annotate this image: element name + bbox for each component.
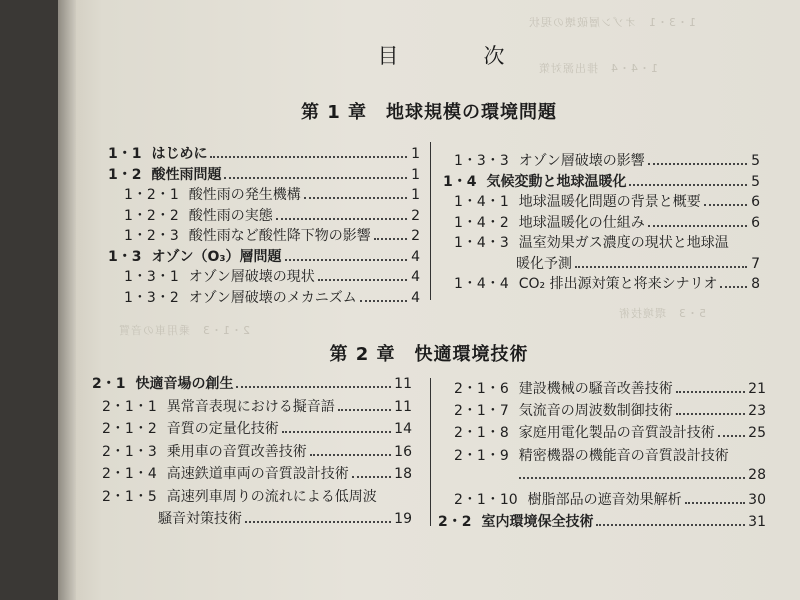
leader-dots xyxy=(245,521,391,523)
toc-entry xyxy=(438,511,766,531)
toc-entry-number: 1・2・3 xyxy=(124,228,179,244)
toc-entry-title: 建設機械の騒音改善技術 xyxy=(518,381,673,397)
toc-entry-title: 温室効果ガス濃度の現状と地球温 xyxy=(518,235,729,251)
toc-entry-number: 2・1・7 xyxy=(454,403,509,420)
toc-entry-page: 11 xyxy=(394,398,412,415)
toc-entry-title: 快適音場の創生 xyxy=(135,376,234,392)
toc-entry-page: 5 xyxy=(751,153,760,169)
leader-dots xyxy=(648,163,747,165)
toc-entry-number: 1・3・3 xyxy=(454,153,509,169)
toc-entry xyxy=(108,164,420,184)
leader-dots xyxy=(648,225,747,227)
leader-dots xyxy=(519,477,745,479)
toc-entry xyxy=(454,422,766,442)
leader-dots xyxy=(224,177,407,179)
toc-entry-number: 1・2 xyxy=(108,166,142,183)
toc-entry xyxy=(454,273,760,293)
bleed-through-text: 1・4・4 排出源対策 xyxy=(538,62,658,75)
toc-entry-page: 4 xyxy=(411,289,420,306)
toc-entry-title: 高速鉄道車両の音質設計技術 xyxy=(166,466,349,482)
toc-entry xyxy=(108,246,420,266)
leader-dots xyxy=(318,279,407,281)
toc-entry xyxy=(516,467,766,487)
leader-dots xyxy=(704,204,747,206)
chapter-1-heading: 第 1 章 地球規模の環境問題 xyxy=(300,102,558,123)
toc-entry-number: 2・1・9 xyxy=(454,447,509,464)
toc-entry-number: 1・3・1 xyxy=(124,269,179,285)
book-gutter xyxy=(58,0,76,600)
toc-entry-title: 精密機器の機能音の音質設計技術 xyxy=(518,447,729,464)
toc-entry-page: 2 xyxy=(411,207,420,224)
toc-entry-title: オゾン（O₃）層問題 xyxy=(151,248,282,265)
toc-entry-title: 酸性雨の発生機構 xyxy=(188,187,301,203)
toc-entry-number: 1・4・2 xyxy=(454,214,509,231)
toc-entry-number: 2・1・6 xyxy=(454,381,509,397)
toc-entry xyxy=(124,266,420,286)
toc-entry xyxy=(443,171,760,191)
leader-dots xyxy=(575,266,747,268)
toc-entry-title: 地球温暖化問題の背景と概要 xyxy=(518,194,701,210)
toc-entry xyxy=(124,205,420,225)
leader-dots xyxy=(596,524,745,526)
toc-entry-number: 2・1・10 xyxy=(454,492,518,508)
toc-entry-page: 16 xyxy=(394,443,412,460)
leader-dots xyxy=(676,391,745,393)
toc-entry-title: 酸性雨の実態 xyxy=(188,207,273,224)
toc-entry xyxy=(102,486,412,506)
toc-entry-title: 乗用車の音質改善技術 xyxy=(166,443,307,460)
toc-entry-number: 2・2 xyxy=(438,514,472,531)
toc-entry-number: 1・4・4 xyxy=(454,276,509,292)
toc-entry-number: 1・4 xyxy=(443,173,477,190)
leader-dots xyxy=(352,476,391,478)
toc-entry xyxy=(124,184,420,204)
toc-entry-number: 2・1・1 xyxy=(102,398,157,415)
chapter-2-heading: 第 2 章 快適環境技術 xyxy=(329,344,529,365)
toc-entry-title: オゾン層破壊のメカニズム xyxy=(188,289,357,306)
toc-entry-title: 音質の定量化技術 xyxy=(166,421,279,437)
toc-entry-number: 2・1・5 xyxy=(102,488,157,505)
toc-entry-page: 6 xyxy=(751,194,760,210)
leader-dots xyxy=(720,286,747,288)
toc-entry-title: 酸性雨など酸性降下物の影響 xyxy=(188,228,371,244)
toc-entry-number: 2・1・2 xyxy=(102,421,157,437)
toc-entry xyxy=(102,396,412,416)
leader-dots xyxy=(282,431,391,433)
leader-dots xyxy=(285,259,407,261)
leader-dots xyxy=(236,386,391,388)
toc-entry-page: 11 xyxy=(394,376,412,392)
toc-entry-number: 2・1・3 xyxy=(102,443,157,460)
toc-entry-page: 4 xyxy=(411,269,420,285)
toc-entry xyxy=(102,463,412,483)
toc-entry-number: 1・4・1 xyxy=(454,194,509,210)
toc-entry-page: 19 xyxy=(394,511,412,527)
toc-entry-number: 2・1・8 xyxy=(454,425,509,442)
toc-entry xyxy=(454,400,766,420)
toc-entry xyxy=(516,253,760,273)
toc-entry-number: 1・2・2 xyxy=(124,207,179,224)
toc-entry-title: 暖化予測 xyxy=(516,255,572,272)
toc-entry-number: 2・1・4 xyxy=(102,466,157,482)
bleed-through-text: 5・3 環境技術 xyxy=(618,307,706,320)
toc-entry-number: 1・3 xyxy=(108,248,142,265)
toc-entry-page: 31 xyxy=(748,514,766,531)
toc-entry-number: 1・3・2 xyxy=(124,289,179,306)
toc-entry-number: 1・2・1 xyxy=(124,187,179,203)
column-divider xyxy=(430,142,431,300)
bleed-through-text: 2・1・3 乗用車の音質 xyxy=(118,324,250,337)
toc-entry-title: 高速列車周りの流れによる低周波 xyxy=(166,488,377,505)
toc-entry-title: 騒音対策技術 xyxy=(158,511,242,527)
toc-entry-title: 気候変動と地球温暖化 xyxy=(486,173,627,190)
toc-entry-page: 25 xyxy=(748,425,766,442)
book-page xyxy=(58,0,800,600)
column-divider xyxy=(430,378,431,526)
leader-dots xyxy=(276,218,407,220)
toc-entry-title: 酸性雨問題 xyxy=(151,166,222,183)
toc-entry xyxy=(454,232,760,252)
toc-entry xyxy=(454,191,760,211)
toc-entry-title: 樹脂部品の遮音効果解析 xyxy=(527,492,682,508)
toc-entry-page: 4 xyxy=(411,248,420,265)
toc-entry xyxy=(102,441,412,461)
toc-entry-page: 30 xyxy=(748,492,766,508)
toc-entry-title: 家庭用電化製品の音質設計技術 xyxy=(518,425,715,442)
toc-entry-title: CO₂ 排出源対策と将来シナリオ xyxy=(518,276,718,292)
bleed-through-text: 1・3・1 オゾン層破壊の現状 xyxy=(528,16,696,29)
toc-entry-title: オゾン層破壊の影響 xyxy=(518,153,645,169)
toc-entry-title: 異常音表現における擬音語 xyxy=(166,398,335,415)
leader-dots xyxy=(676,413,745,415)
toc-entry-page: 1 xyxy=(411,146,420,162)
toc-entry-title: 室内環境保全技術 xyxy=(481,514,594,531)
leader-dots xyxy=(718,435,745,437)
toc-entry xyxy=(454,212,760,232)
toc-entry-page: 6 xyxy=(751,214,760,231)
toc-entry xyxy=(454,445,766,465)
leader-dots xyxy=(304,197,407,199)
toc-entry-title: はじめに xyxy=(151,146,208,162)
toc-entry-page: 8 xyxy=(751,276,760,292)
toc-entry xyxy=(92,373,412,393)
toc-entry-page: 14 xyxy=(394,421,412,437)
toc-entry-page: 21 xyxy=(748,381,766,397)
leader-dots xyxy=(374,238,407,240)
toc-entry-number: 2・1 xyxy=(92,376,126,392)
toc-entry xyxy=(454,489,766,509)
toc-entry-title: 地球温暖化の仕組み xyxy=(518,214,645,231)
leader-dots xyxy=(310,454,391,456)
toc-entry xyxy=(108,143,420,163)
toc-entry xyxy=(102,418,412,438)
toc-entry xyxy=(124,287,420,307)
toc-entry xyxy=(454,378,766,398)
leader-dots xyxy=(360,300,407,302)
toc-entry-page: 1 xyxy=(411,187,420,203)
toc-entry-page: 2 xyxy=(411,228,420,244)
toc-entry-page: 5 xyxy=(751,173,760,190)
toc-entry-number: 1・4・3 xyxy=(454,235,509,251)
toc-entry xyxy=(124,225,420,245)
leader-dots xyxy=(210,156,407,158)
toc-entry xyxy=(158,508,412,528)
toc-entry-title: 気流音の周波数制御技術 xyxy=(518,403,673,420)
toc-entry-page: 1 xyxy=(411,166,420,183)
toc-entry-title: オゾン層破壊の現状 xyxy=(188,269,315,285)
toc-entry-page: 23 xyxy=(748,403,766,420)
toc-entry-page: 7 xyxy=(751,255,760,272)
leader-dots xyxy=(685,502,746,504)
toc-title: 目 次 xyxy=(377,44,537,68)
toc-entry xyxy=(454,150,760,170)
toc-entry-number: 1・1 xyxy=(108,146,142,162)
toc-entry-page: 28 xyxy=(748,466,766,483)
leader-dots xyxy=(338,409,391,411)
toc-entry-page: 18 xyxy=(394,466,412,482)
leader-dots xyxy=(629,184,747,186)
